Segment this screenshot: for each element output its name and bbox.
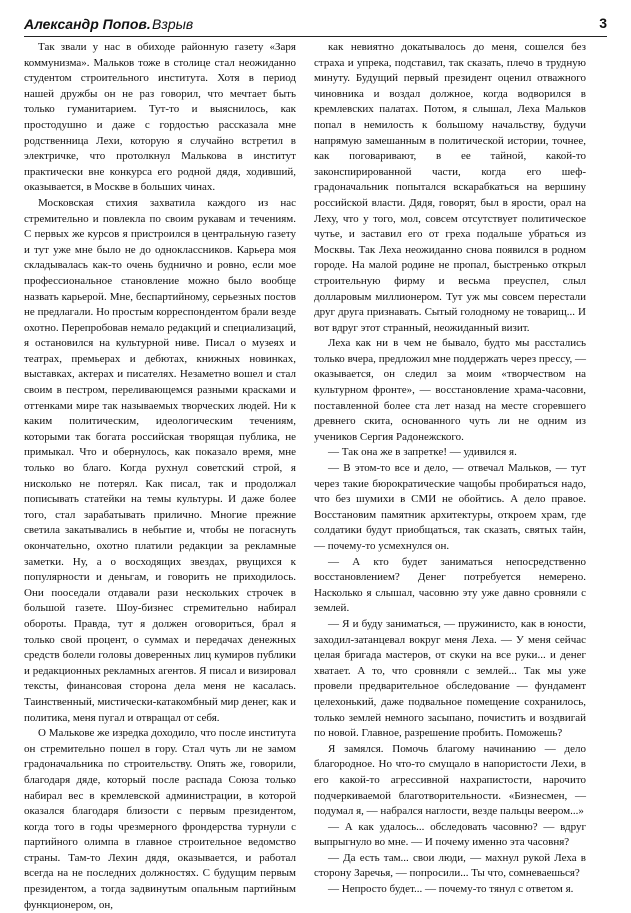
left-column <box>24 40 296 911</box>
paragraph: — А как удалось... обследовать часовню? — вдруг выпрыгнуло во мне. — И почему именно эта часовня? <box>314 820 586 849</box>
author-name: Александр Попов. <box>24 16 151 32</box>
paragraph: — А кто будет заниматься непосредственно восстановлением? Денег потребуется немерено. Насколько я слышал, часовню эту уже давно сровняли с землей. <box>314 555 586 615</box>
right-column <box>314 40 586 896</box>
paragraph: Леха как ни в чем не бывало, будто мы расстались только вчера, предложил мне поддержать через прессу, — оказывается, он следил за моим «творчеством на культурном фронте», — восстановление храма-часовни, поставленной более ста лет назад на месте сгоревшего древнего скита, основанного чуть ли не одним из учеников Сергия Радонежского. <box>314 337 586 443</box>
paragraph: Я замялся. Помочь благому начинанию — дело благородное. Но что-то смущало в напористости Лехи, в его какой-то агрессивной нахрапистости, нарочито подчеркиваемой благотворительности. «Бизнесмен, — подумал я, — набрался наглости, везде пальцы веером...» <box>314 742 586 818</box>
running-header <box>24 14 607 37</box>
paragraph: — Так она же в запретке! — удивился я. <box>328 446 517 459</box>
paragraph: — Да есть там... свои люди, — махнул рукой Леха в сторону Заречья, — попросили... Ты что, сомневаешься? <box>314 851 586 880</box>
page-number: 3 <box>599 15 607 31</box>
paragraph: как невиятно докатывалось до меня, сошелся без страха и упрека, подставил, так сказать, плечо в трудную минуту. Будущий первый президент оценил отважного чиновника и воздал должное, когда водворился в кремлевских палатах. Потом, я слышал, Леха Мальков попал в немилость к большому начальству, будучи напрямую замешанным в политической истории, точнее, как поговаривают, в ее тайной, какой-то законспирированной части, когда его шеф-градоначальник попытался вскарабкаться на вершину российской власти. Дядя, говорят, был в ярости, орал на Леху, что у того, мол, совсем отсутствует политическое чутье, и заставил его от греха подальше убраться из Москвы. Так Леха неожиданно снова появился в родном городе. На малой родине не пропал, быстренько открыл строительную фирму и весьма преуспел, слыл долларовым миллионером. Тут уж мы совсем перестали друг друга признавать. Сытый голодному не товарищ... И вот вдруг этот странный, неожиданный визит. <box>314 41 586 334</box>
book-title: Взрыв <box>152 16 194 32</box>
paragraph: Московская стихия захватила каждого из нас стремительно и повлекла по своим рукавам и течениям. С первых же курсов я пристроился в центральную газету и тут уже мне было не до одноклассников. Карьера моя складывалась как-то очень буднично и ровно, если мое профессиональное становление можно было вообще назвать карьерой. Мне, беспартийному, серьезных постов не предлагали. Но простым корреспондентом брали везде охотно. Перепробовав немало редакций и специализаций, я остановился на культурной ниве. Писал о музеях и театрах, премьерах и дебютах, книжных новинках, выставках, актерах и писателях. Незаметно вошел и стал своим в пестром, переливающемся разными красками и оттенками мире так называемых творческих людей. Ни к каким политическим, идеологическим течениям, которыми так богата российская творящая публика, не примыкал. Что и обернулось, как показало время, мне только во благо. Когда рухнул советский строй, я нисколько не потерял. Как писал, так и продолжал пописывать статейки на темы культуры. И даже более того, стал зарабатывать прилично. Многие прежние светила закатывались в небытие и, чтобы не погаснуть окончательно, охотно платили редакции за рекламные заметки. Ну, а о восходящих звездах, рвущихся к популярности и деньгам, и говорить не приходилось. Они пооседали отдавали рази нескольких строчек в большой газете. Шоу-бизнес стремительно набирал обороты. Правда, тут я должен оговориться, брал я только свой процент, о суммах и передачах денежных средств болели головы доверенных лиц кумиров публики и редакционных рекламных агентов. Я писал и визировал тексты, финансовая сторона дела меня не касалась. Таинственный, мистически-катакомбный мир денег, как и политика, меня пугал и отвращал от себя. <box>24 196 296 724</box>
paragraph: — В этом-то все и дело, — отвечал Мальков, — тут через такие бюрократические чащобы пробираться надо, что без шумихи в СМИ не обойтись. А дело правое. Восстановим памятник архитектуры, откроем храм, где солдатики будут приобщаться, так сказать, святых тайн, — почему-то усмехнулся он. <box>314 462 586 552</box>
paragraph: — Непросто будет... — почему-то тянул с ответом я. <box>328 883 574 896</box>
paragraph: — Я и буду заниматься, — пружинисто, как в юности, заходил-затанцевал вокруг меня Леха. — У меня сейчас целая бригада мастеров, от скуки на все руки... и денег хватает. А то, что сровняли с землей... Так мы уже провели предварительное обследование — фундамент целехонький, даже подвальное помещение сохранилось, только землей немного засыпано, почистить и воздвигай по новой. Главное, разрешение пробить. Поможешь? <box>314 617 586 740</box>
paragraph: Так звали у нас в обиходе районную газету «Заря коммунизма». Мальков тоже в столице стал неожиданно студентом строительного института. Хотя в период нашей дружбы он не раз говорил, что мечтает быть только гуманитарием. Тут-то и выяснилось, как простодушно и даже с гордостью рассказала мне родственница Лехи, которую я случайно встретил в электричке, что протолкнул Малькова в институт практически вне конкурса его родной дядя, ходивший, оказывается, в Москве в больших чинах. <box>24 41 296 194</box>
paragraph: О Малькове же изредка доходило, что после института он стремительно пошел в гору. Стал чуть ли не замом градоначальника по строительству. Опять же, говорили, благодаря дяде, который после распада Союза только набирал вес в кремлевской администрации, в которой оказался благодаря близости с первым президентом, когда того в годы чрезмерного фрондерства турнули с партийного олимпа в главное строительное ведомство страны. Там-то Лехин дядя, оказывается, и работал всегда на не последних должностях. С будущим первым президентом, а тогда задвинутым опальным партийным функционером, он, <box>24 727 296 911</box>
